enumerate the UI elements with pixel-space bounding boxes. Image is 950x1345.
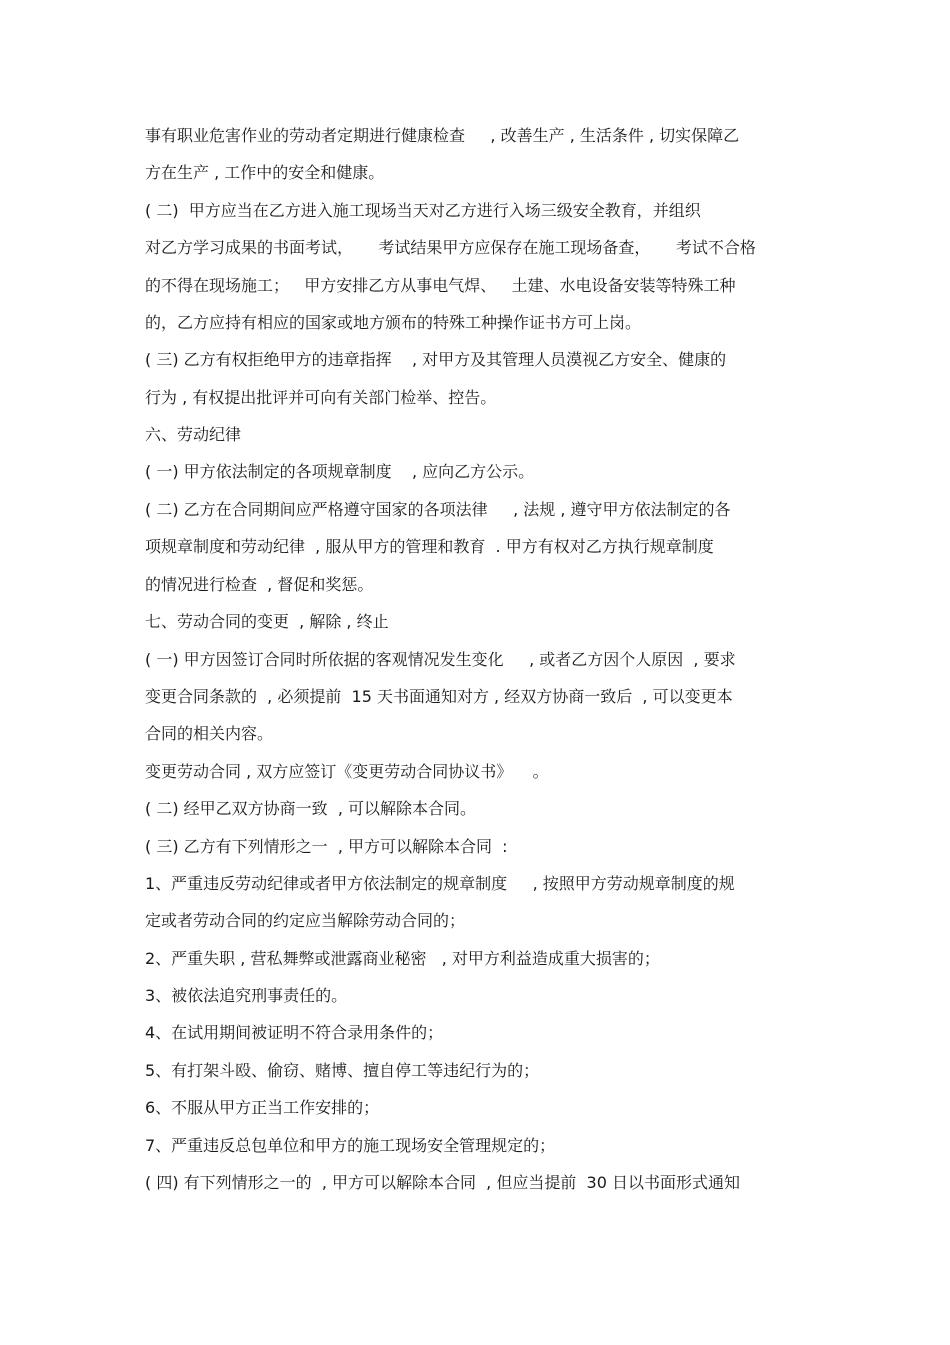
text-line: 6、不服从甲方正当工作安排的； [145, 1098, 380, 1117]
text-line: ( 三) 乙方有权拒绝甲方的违章指挥 , 对甲方及其管理人员漠视乙方安全、健康的 [145, 350, 727, 369]
text-line: 的不得在现场施工； 甲方安排乙方从事电气焊、 土建、水电设备安装等特殊工种 [145, 276, 736, 295]
text-line: ( 一) 甲方依法制定的各项规章制度 , 应向乙方公示。 [145, 462, 535, 481]
text-line: 2、严重失职 , 营私舞弊或泄露商业秘密 , 对甲方利益造成重大损害的； [145, 949, 660, 968]
text-line: 对乙方学习成果的书面考试， 考试结果甲方应保存在施工现场备查， 考试不合格 [145, 238, 756, 257]
text-line: ( 二) 经甲乙双方协商一致 , 可以解除本合同。 [145, 799, 477, 818]
text-line: 方在生产 , 工作中的安全和健康。 [145, 163, 385, 182]
text-line: 7、严重违反总包单位和甲方的施工现场安全管理规定的； [145, 1136, 556, 1155]
text-line: 项规章制度和劳动纪律 , 服从甲方的管理和教育 . 甲方有权对乙方执行规章制度 [145, 537, 714, 556]
text-line: 3、被依法追究刑事责任的。 [145, 986, 348, 1005]
text-line: ( 二) 乙方在合同期间应严格遵守国家的各项法律 , 法规 , 遵守甲方依法制定的各 [145, 500, 731, 519]
text-line: 的，乙方应持有相应的国家或地方颁布的特殊工种操作证书方可上岗。 [145, 313, 642, 332]
text-line: 事有职业危害作业的劳动者定期进行健康检查 , 改善生产 , 生活条件 , 切实保障乙 [145, 126, 740, 145]
text-line: ( 三) 乙方有下列情形之一 , 甲方可以解除本合同 : [145, 837, 508, 856]
section-heading: 七、劳动合同的变更 , 解除 , 终止 [145, 612, 389, 631]
text-line: ( 一) 甲方因签订合同时所依据的客观情况发生变化 , 或者乙方因个人原因 , 要求 [145, 650, 736, 669]
text-line: 变更劳动合同 , 双方应签订《变更劳动合同协议书》 。 [145, 762, 549, 781]
text-line: 变更合同条款的 , 必须提前 15 天书面通知对方 , 经双方协商一致后 , 可以变更本 [145, 687, 733, 706]
text-line: ( 四) 有下列情形之一的 , 甲方可以解除本合同 , 但应当提前 30 日以书面形式通知 [145, 1173, 740, 1192]
text-line: 的情况进行检查 , 督促和奖惩。 [145, 575, 374, 594]
text-line: 4、在试用期间被证明不符合录用条件的； [145, 1023, 444, 1042]
text-line: 合同的相关内容。 [145, 724, 274, 743]
text-line: 行为 , 有权提出批评并可向有关部门检举、控告。 [145, 388, 497, 407]
text-line: ( 二) 甲方应当在乙方进入施工现场当天对乙方进行入场三级安全教育，并组织 [145, 201, 701, 220]
section-heading: 六、劳动纪律 [145, 425, 242, 444]
text-line: 5、有打架斗殴、偷窃、赌博、擅自停工等违纪行为的； [145, 1061, 540, 1080]
text-line: 定或者劳动合同的约定应当解除劳动合同的； [145, 911, 466, 930]
text-line: 1、严重违反劳动纪律或者甲方依法制定的规章制度 , 按照甲方劳动规章制度的规 [145, 874, 735, 893]
